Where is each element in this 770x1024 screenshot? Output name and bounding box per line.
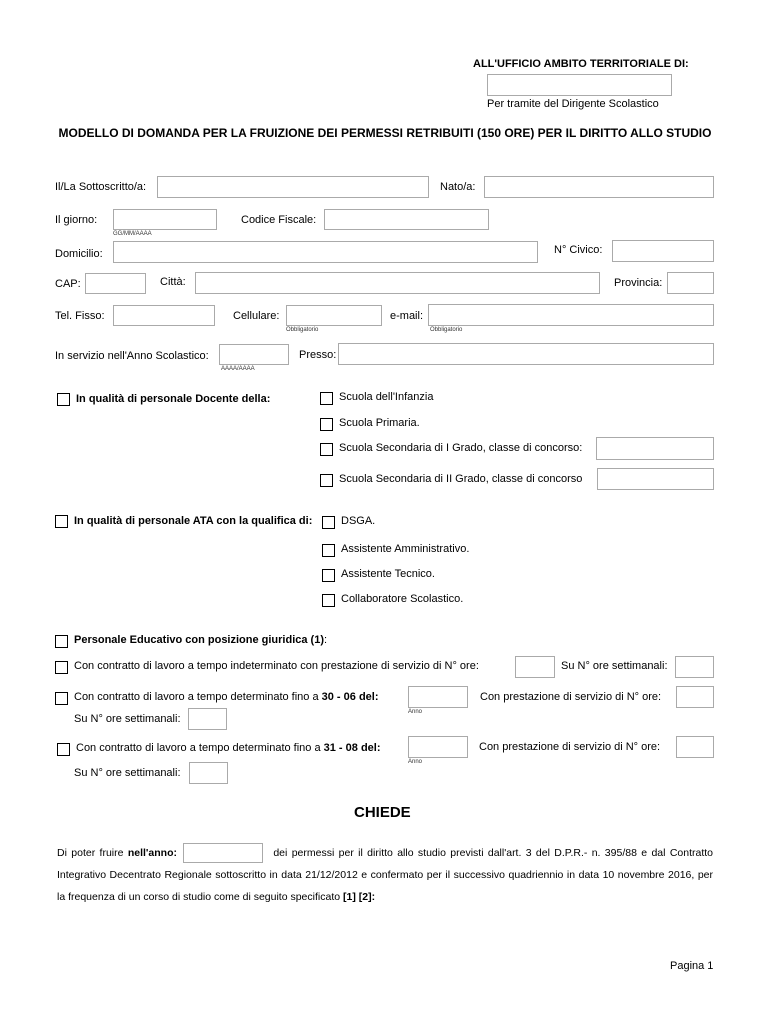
nato-label: Nato/a: xyxy=(440,181,476,193)
giorno-field[interactable] xyxy=(113,209,217,230)
chiede-heading: CHIEDE xyxy=(354,804,411,821)
det-30-06-anno-hint: Anno xyxy=(408,709,423,715)
codice-fiscale-field[interactable] xyxy=(324,209,489,230)
ata-checkbox[interactable] xyxy=(55,515,68,528)
anno-scolastico-hint: AAAA/AAAA xyxy=(221,366,255,372)
cellulare-hint: Obbligatorio xyxy=(286,327,319,333)
secondaria-2-label: Scuola Secondaria di II Grado, classe di concorso xyxy=(339,473,583,485)
infanzia-checkbox[interactable] xyxy=(320,392,333,405)
det-31-08-anno-field[interactable] xyxy=(408,736,468,758)
anno-fruizione-field[interactable] xyxy=(183,843,263,863)
dsga-checkbox[interactable] xyxy=(322,516,335,529)
civico-label: N° Civico: xyxy=(554,244,603,256)
secondaria-1-classe-field[interactable] xyxy=(596,437,714,460)
indeterminato-ore-field[interactable] xyxy=(515,656,555,678)
ufficio-field[interactable] xyxy=(487,74,672,96)
chiede-paragraph: Di poter fruire nell'anno: dei permessi per il diritto allo studio previsti dall'art. 3 del D.P.R.- n. 395/88 e dal Contratto Integrativo Decentrato Regionale sottoscritto in data 21/12/2012 e confermato per il successivo quadriennio in data 10 novembre 2016, per la frequenza di un corso di studio come di seguito specificato [1] [2]: xyxy=(57,842,713,908)
det-30-06-settimanali-label: Su N° ore settimanali: xyxy=(74,713,181,725)
indeterminato-label: Con contratto di lavoro a tempo indeterminato con prestazione di servizio di N° ore: xyxy=(74,660,479,672)
presso-label: Presso: xyxy=(299,349,337,361)
det-31-08-prestazione-field[interactable] xyxy=(676,736,714,758)
det-30-06-checkbox[interactable] xyxy=(55,692,68,705)
secondaria-2-checkbox[interactable] xyxy=(320,474,333,487)
tel-field[interactable] xyxy=(113,305,215,326)
email-label: e-mail: xyxy=(390,310,424,322)
indeterminato-checkbox[interactable] xyxy=(55,661,68,674)
ufficio-label: ALL'UFFICIO AMBITO TERRITORIALE DI: xyxy=(473,58,689,70)
cellulare-field[interactable] xyxy=(286,305,382,326)
primaria-label: Scuola Primaria. xyxy=(339,417,420,429)
email-field[interactable] xyxy=(428,304,714,326)
det-31-08-settimanali-label: Su N° ore settimanali: xyxy=(74,767,181,779)
educativo-checkbox[interactable] xyxy=(55,635,68,648)
det-30-06-prestazione-label: Con prestazione di servizio di N° ore: xyxy=(480,691,662,703)
ata-label: In qualità di personale ATA con la qualifica di: xyxy=(74,515,313,527)
indeterminato-settimanali-field[interactable] xyxy=(675,656,714,678)
secondaria-2-classe-field[interactable] xyxy=(597,468,714,490)
det-30-06-prestazione-field[interactable] xyxy=(676,686,714,708)
collaboratore-checkbox[interactable] xyxy=(322,594,335,607)
tecnico-label: Assistente Tecnico. xyxy=(341,568,435,580)
tel-label: Tel. Fisso: xyxy=(55,310,105,322)
det-31-08-label: Con contratto di lavoro a tempo determinato fino a 31 - 08 del: xyxy=(76,742,381,754)
cap-label: CAP: xyxy=(55,278,81,290)
primaria-checkbox[interactable] xyxy=(320,418,333,431)
giorno-label: Il giorno: xyxy=(55,214,98,226)
civico-field[interactable] xyxy=(612,240,714,262)
det-30-06-settimanali-field[interactable] xyxy=(188,708,227,730)
page-title: MODELLO DI DOMANDA PER LA FRUIZIONE DEI PERMESSI RETRIBUITI (150 ORE) PER IL DIRITTO ALLO STUDIO xyxy=(58,126,712,140)
cap-field[interactable] xyxy=(85,273,146,294)
email-hint: Obbligatorio xyxy=(430,327,463,333)
det-31-08-anno-hint: Anno xyxy=(408,759,423,765)
collaboratore-label: Collaboratore Scolastico. xyxy=(341,593,464,605)
sottoscritto-label: Il/La Sottoscritto/a: xyxy=(55,181,147,193)
cellulare-label: Cellulare: xyxy=(233,310,280,322)
det-31-08-checkbox[interactable] xyxy=(57,743,70,756)
anno-scolastico-field[interactable] xyxy=(219,344,289,365)
tramite-label: Per tramite del Dirigente Scolastico xyxy=(487,98,659,110)
secondaria-1-checkbox[interactable] xyxy=(320,443,333,456)
tecnico-checkbox[interactable] xyxy=(322,569,335,582)
indeterminato-settimanali-label: Su N° ore settimanali: xyxy=(561,660,668,672)
domicilio-field[interactable] xyxy=(113,241,538,263)
nato-field[interactable] xyxy=(484,176,714,198)
sottoscritto-field[interactable] xyxy=(157,176,429,198)
amministrativo-checkbox[interactable] xyxy=(322,544,335,557)
det-31-08-prestazione-label: Con prestazione di servizio di N° ore: xyxy=(479,741,661,753)
det-30-06-label: Con contratto di lavoro a tempo determinato fino a 30 - 06 del: xyxy=(74,691,379,703)
provincia-field[interactable] xyxy=(667,272,714,294)
secondaria-1-label: Scuola Secondaria di I Grado, classe di concorso: xyxy=(339,442,583,454)
presso-field[interactable] xyxy=(338,343,714,365)
docente-checkbox[interactable] xyxy=(57,393,70,406)
page-number: Pagina 1 xyxy=(670,960,714,972)
anno-scolastico-label: In servizio nell'Anno Scolastico: xyxy=(55,350,209,362)
dsga-label: DSGA. xyxy=(341,515,376,527)
codice-fiscale-label: Codice Fiscale: xyxy=(241,214,317,226)
amministrativo-label: Assistente Amministrativo. xyxy=(341,543,470,555)
educativo-label: Personale Educativo con posizione giuridica (1): xyxy=(74,634,328,646)
det-31-08-settimanali-field[interactable] xyxy=(189,762,228,784)
det-30-06-anno-field[interactable] xyxy=(408,686,468,708)
infanzia-label: Scuola dell'Infanzia xyxy=(339,391,434,403)
domicilio-label: Domicilio: xyxy=(55,248,103,260)
citta-field[interactable] xyxy=(195,272,600,294)
giorno-hint: GG/MM/AAAA xyxy=(113,231,152,237)
citta-label: Città: xyxy=(160,276,186,288)
docente-label: In qualità di personale Docente della: xyxy=(76,393,271,405)
provincia-label: Provincia: xyxy=(614,277,663,289)
